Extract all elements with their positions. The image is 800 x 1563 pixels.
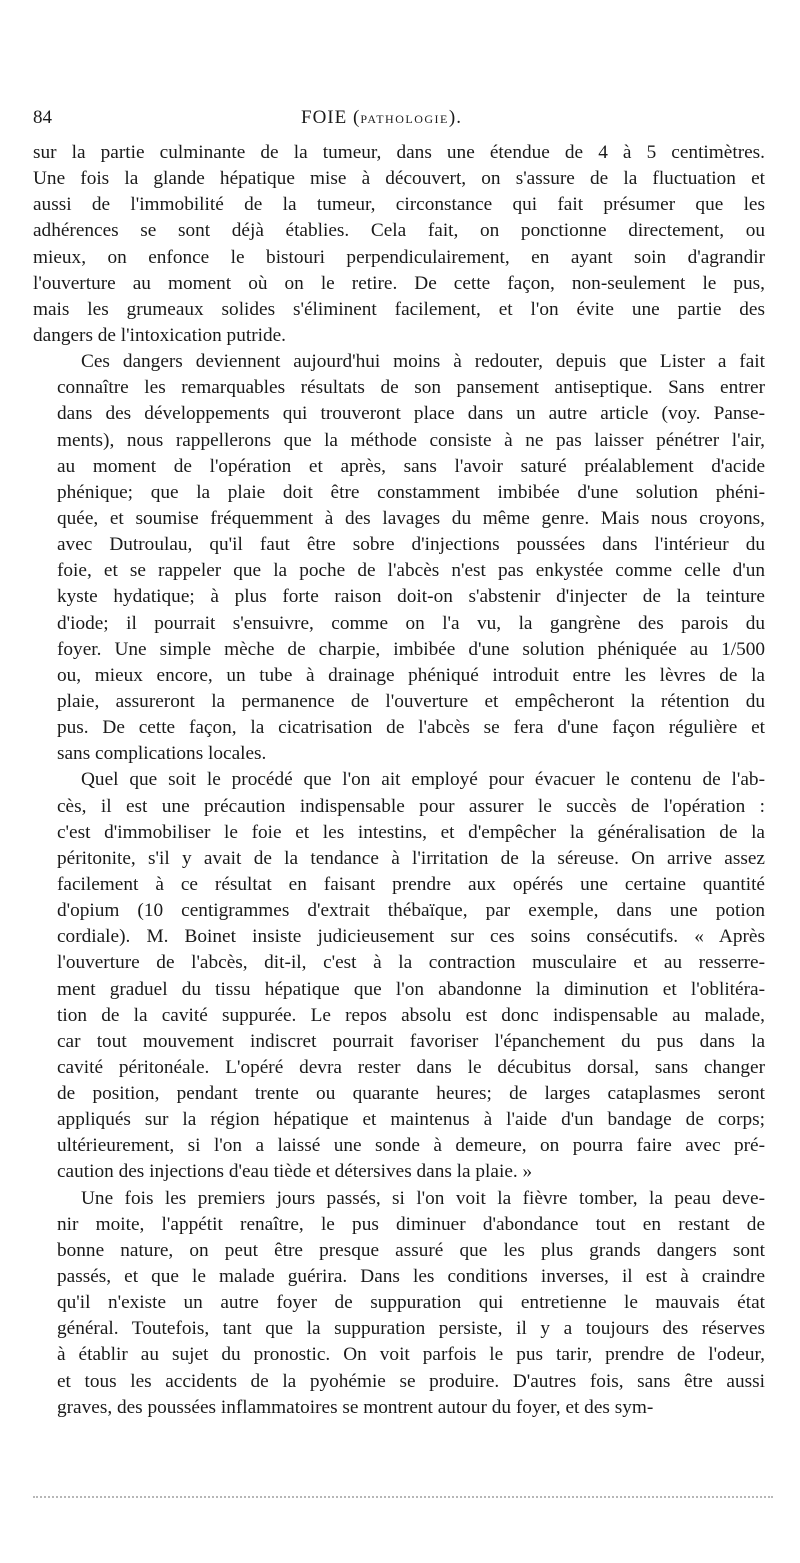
bottom-smudge-line	[33, 1496, 773, 1502]
text-line: mieux, on enfonce le bistouri perpendiculairement, en ayant soin d'agrandir	[33, 246, 765, 268]
page-number: 84	[33, 107, 52, 128]
text-line: Une fois les premiers jours passés, si l'on voit la fièvre tomber, la peau deve-	[81, 1187, 765, 1209]
body-text	[33, 140, 765, 1421]
text-line: dans des développements qui trouveront place dans un autre article (voy. Panse-	[57, 403, 765, 425]
text-line: c'est d'immobiliser le foie et les intestins, et d'empêcher la généralisation de la	[57, 821, 765, 843]
text-line: passés, et que le malade guérira. Dans les conditions inverses, il est à craindre	[57, 1266, 765, 1288]
text-line: graves, des poussées inflammatoires se montrent autour du foyer, et des sym-	[57, 1396, 654, 1418]
running-header	[33, 103, 773, 133]
running-title-main: FOIE (	[301, 107, 361, 128]
text-line: nir moite, l'appétit renaître, le pus diminuer d'abondance tout en restant de	[57, 1213, 765, 1235]
text-line: ultérieurement, si l'on a laissé une sonde à demeure, on pourra faire avec pré-	[57, 1135, 765, 1157]
text-line: foie, et se rappeler que la poche de l'abcès n'est pas enkystée comme celle d'un	[57, 560, 765, 582]
paragraph	[33, 140, 765, 349]
text-line: tion de la cavité suppurée. Le repos absolu est donc indispensable au malade,	[57, 1004, 765, 1026]
text-line: à établir au sujet du pronostic. On voit parfois le pus tarir, prendre de l'odeur,	[57, 1344, 765, 1366]
text-line: cordiale). M. Boinet insiste judicieusement sur ces soins consécutifs. « Après	[57, 926, 765, 948]
text-line: kyste hydatique; à plus forte raison doit-on s'abstenir d'injecter de la teinture	[57, 586, 765, 608]
text-line: dangers de l'intoxication putride.	[33, 324, 286, 346]
text-line: phénique; que la plaie doit être constamment imbibée d'une solution phéni-	[57, 481, 765, 503]
text-line: d'iode; il pourrait s'ensuivre, comme on l'a vu, la gangrène des parois du	[57, 612, 765, 634]
text-line: de position, pendant trente ou quarante heures; de larges cataplasmes seront	[57, 1083, 765, 1105]
text-line: connaître les remarquables résultats de son pansement antiseptique. Sans entrer	[57, 377, 765, 399]
text-line: d'opium (10 centigrammes d'extrait thébaïque, par exemple, dans une potion	[57, 900, 765, 922]
text-line: avec Dutroulau, qu'il faut être sobre d'injections poussées dans l'intérieur du	[57, 534, 765, 556]
running-title	[301, 103, 462, 134]
text-line: car tout mouvement indiscret pourrait favoriser l'épanchement du pus dans la	[57, 1030, 765, 1052]
text-line: l'ouverture au moment où on le retire. De cette façon, non-seulement le pus,	[33, 272, 765, 294]
text-line: ment graduel du tissu hépatique que l'on abandonne la diminution et l'oblitéra-	[57, 978, 765, 1000]
text-line: cavité péritonéale. L'opéré devra rester dans le décubitus dorsal, sans changer	[57, 1056, 765, 1078]
paragraph	[33, 1186, 765, 1421]
text-line: péritonite, s'il y avait de la tendance à l'irritation de la séreuse. On arrive assez	[57, 847, 765, 869]
text-line: au moment de l'opération et après, sans l'avoir saturé préalablement d'acide	[57, 455, 765, 477]
paragraph	[33, 767, 765, 1185]
text-line: plaie, assureront la permanence de l'ouverture et empêcheront la rétention du	[57, 690, 765, 712]
text-line: facilement à ce résultat en faisant prendre aux opérés une certaine quantité	[57, 873, 765, 895]
text-line: bonne nature, on peut être presque assuré que les plus grands dangers sont	[57, 1239, 765, 1261]
text-line: aussi de l'immobilité de la tumeur, circonstance qui fait présumer que les	[33, 194, 765, 216]
text-line: l'ouverture de l'abcès, dit-il, c'est à la contraction musculaire et au resserre-	[57, 952, 765, 974]
text-line: caution des injections d'eau tiède et détersives dans la plaie. »	[57, 1161, 533, 1183]
text-line: adhérences se sont déjà établies. Cela fait, on ponctionne directement, ou	[33, 220, 765, 242]
text-line: sans complications locales.	[57, 743, 267, 765]
text-line: Quel que soit le procédé que l'on ait employé pour évacuer le contenu de l'ab-	[81, 769, 765, 791]
text-line: Ces dangers deviennent aujourd'hui moins à redouter, depuis que Lister a fait	[81, 351, 765, 373]
text-line: ments), nous rappellerons que la méthode consiste à ne pas laisser pénétrer l'air,	[57, 429, 765, 451]
running-title-small-caps: PATHOLOGIE	[360, 112, 449, 126]
text-line: pus. De cette façon, la cicatrisation de l'abcès se fera d'une façon régulière et	[57, 717, 765, 739]
text-line: sur la partie culminante de la tumeur, dans une étendue de 4 à 5 centimètres.	[33, 142, 765, 163]
text-line: qu'il n'existe un autre foyer de suppuration qui entretienne le mauvais état	[57, 1292, 765, 1314]
text-line: appliqués sur la région hépatique et maintenus à l'aide d'un bandage de corps;	[57, 1109, 765, 1131]
text-line: et tous les accidents de la pyohémie se produire. D'autres fois, sans être aussi	[57, 1370, 765, 1392]
text-line: cès, il est une précaution indispensable pour assurer le succès de l'opération :	[57, 795, 765, 817]
text-line: quée, et soumise fréquemment à des lavages du même genre. Mais nous croyons,	[57, 507, 765, 529]
running-title-end: ).	[448, 107, 462, 128]
text-line: ou, mieux encore, un tube à drainage phéniqué introduit entre les lèvres de la	[57, 664, 765, 686]
paragraph	[33, 349, 765, 767]
text-line: général. Toutefois, tant que la suppuration persiste, il y a toujours des réserves	[57, 1318, 765, 1340]
text-line: Une fois la glande hépatique mise à découvert, on s'assure de la fluctuation et	[33, 168, 765, 190]
text-line: mais les grumeaux solides s'éliminent facilement, et l'on évite une partie des	[33, 298, 765, 320]
text-line: foyer. Une simple mèche de charpie, imbibée d'une solution phéniquée au 1/500	[57, 638, 765, 660]
